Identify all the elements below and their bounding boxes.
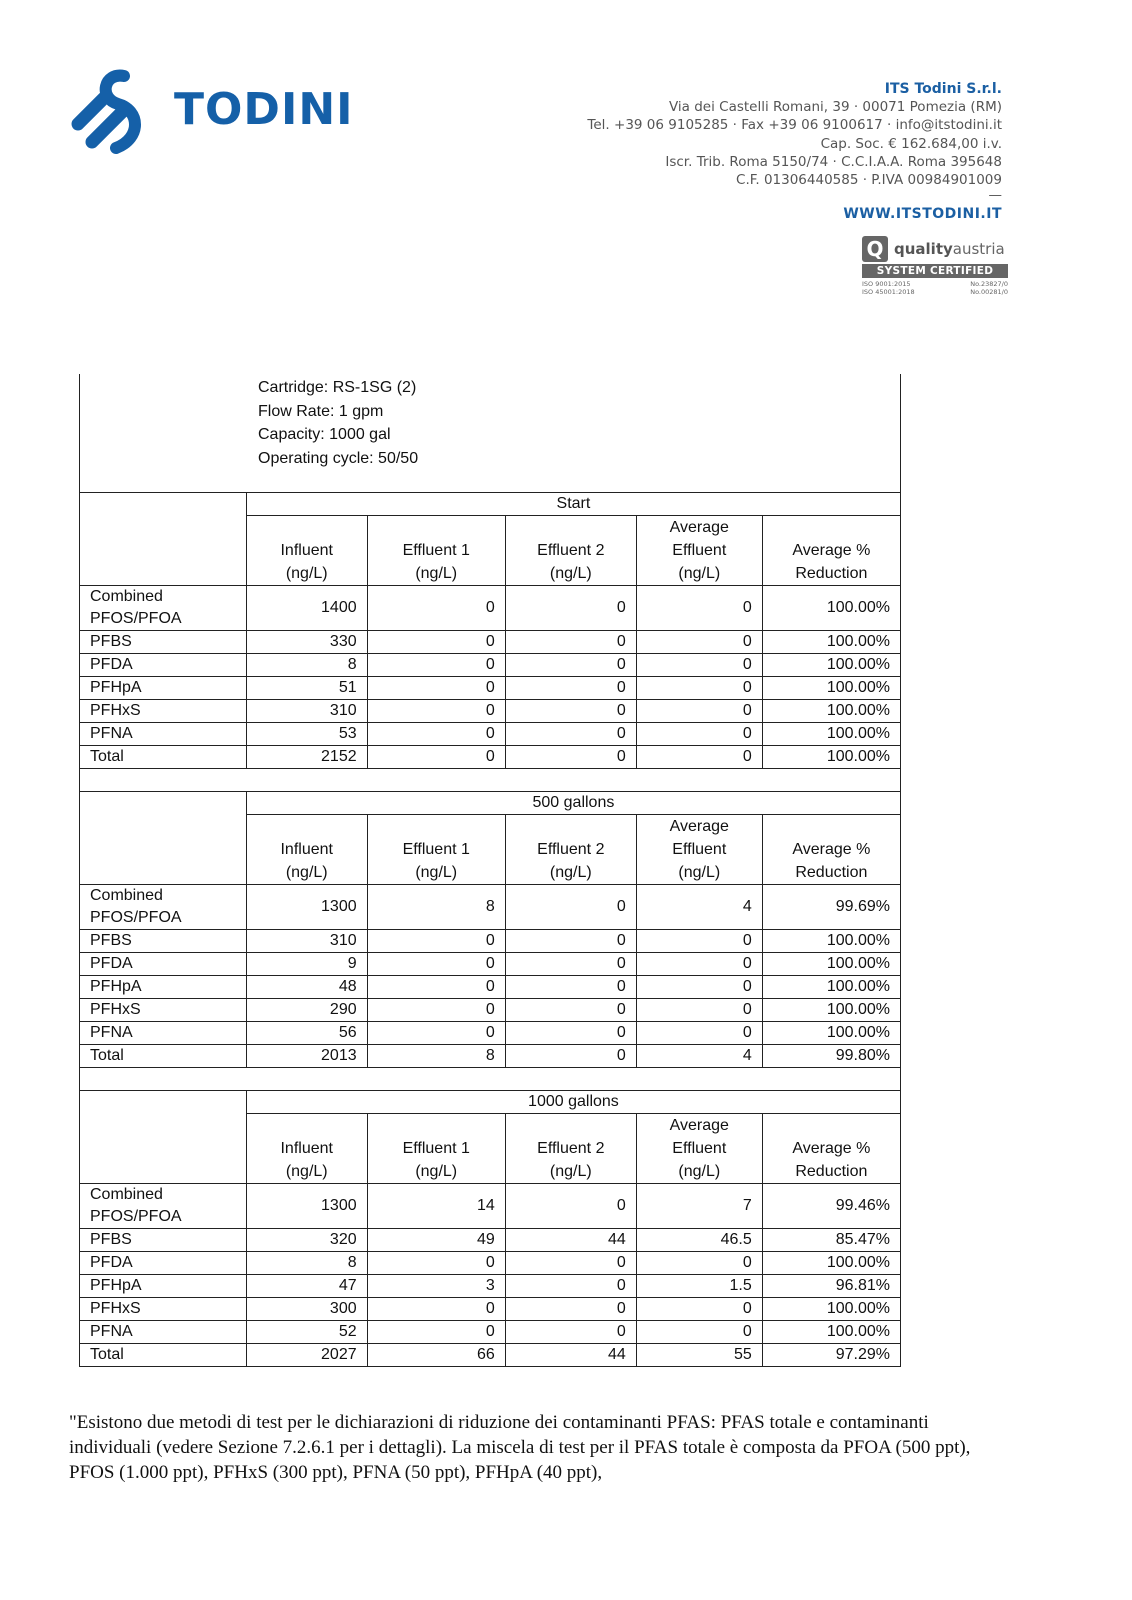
column-header-average-reduction	[762, 1114, 900, 1184]
cell-inf: 48	[246, 976, 367, 999]
row-label	[80, 677, 247, 700]
table-row	[80, 1275, 901, 1298]
cert-iso-1: ISO 9001:2015 No.23827/0	[862, 280, 1008, 288]
table-row	[80, 999, 901, 1022]
table-row	[80, 746, 901, 769]
row-label-line: PFOS/PFOA	[90, 909, 182, 926]
cell-inf: 330	[246, 631, 367, 654]
cell-e1: 0	[367, 976, 505, 999]
cell-e1: 0	[367, 953, 505, 976]
table-row	[80, 1045, 901, 1068]
company-website: WWW.ITSTODINI.IT	[843, 206, 1002, 223]
cartridge-line: Cartridge: RS-1SG (2)	[258, 379, 417, 396]
test-results	[79, 374, 901, 1367]
row-label-line: PFDA	[90, 955, 133, 972]
blank-header-cell	[80, 493, 247, 586]
table-row	[80, 654, 901, 677]
table-row	[80, 723, 901, 746]
cell-avg: 0	[636, 631, 762, 654]
row-label	[80, 746, 247, 769]
cell-avg: 0	[636, 1298, 762, 1321]
column-header-line: (ng/L)	[549, 864, 592, 881]
row-label	[80, 885, 247, 930]
column-header-line: Influent	[280, 1140, 333, 1157]
cell-avg: 7	[636, 1184, 762, 1229]
cell-e1: 0	[367, 1022, 505, 1045]
row-label	[80, 1229, 247, 1252]
section-title-row	[80, 493, 901, 516]
cell-avg: 0	[636, 976, 762, 999]
column-header-effluent-2	[505, 1114, 636, 1184]
column-header-line: (ng/L)	[678, 864, 721, 881]
section-title-row	[80, 1091, 901, 1114]
section-title-row	[80, 792, 901, 815]
cell-avg: 46.5	[636, 1229, 762, 1252]
cell-inf: 8	[246, 654, 367, 677]
row-label-line: PFHpA	[90, 978, 142, 995]
company-name: ITS Todini S.r.l.	[884, 81, 1002, 97]
column-header-line: (ng/L)	[415, 565, 458, 582]
cell-red: 100.00%	[762, 953, 900, 976]
cell-red: 100.00%	[762, 746, 900, 769]
table-row	[80, 1022, 901, 1045]
cell-inf: 320	[246, 1229, 367, 1252]
company-capital: Cap. Soc. € 162.684,00 i.v.	[820, 135, 1002, 152]
cell-red: 100.00%	[762, 631, 900, 654]
cell-red: 100.00%	[762, 654, 900, 677]
cell-red: 99.46%	[762, 1184, 900, 1229]
cell-e1: 0	[367, 1298, 505, 1321]
cell-inf: 8	[246, 1252, 367, 1275]
row-label	[80, 953, 247, 976]
cell-inf: 290	[246, 999, 367, 1022]
cell-e2: 0	[505, 654, 636, 677]
row-label-line: PFBS	[90, 633, 132, 650]
company-logo	[64, 62, 354, 162]
cell-inf: 1300	[246, 1184, 367, 1229]
cell-e2: 0	[505, 677, 636, 700]
cell-red: 99.80%	[762, 1045, 900, 1068]
cell-e2: 0	[505, 885, 636, 930]
cell-red: 85.47%	[762, 1229, 900, 1252]
company-address: Via dei Castelli Romani, 39 · 00071 Pomezia (RM)	[668, 99, 1002, 116]
row-label-line: Combined	[90, 588, 163, 605]
cell-inf: 310	[246, 700, 367, 723]
cell-red: 100.00%	[762, 586, 900, 631]
blank-header-cell	[80, 792, 247, 885]
cell-avg: 55	[636, 1344, 762, 1367]
row-label-line: PFNA	[90, 1323, 133, 1340]
column-header-influent	[246, 1114, 367, 1184]
column-header-line: (ng/L)	[549, 1163, 592, 1180]
column-header-line: Effluent 2	[537, 1140, 605, 1157]
row-label-line: PFNA	[90, 1024, 133, 1041]
row-label	[80, 723, 247, 746]
cell-avg: 0	[636, 930, 762, 953]
column-header-average-effluent	[636, 1114, 762, 1184]
column-header-line: (ng/L)	[415, 1163, 458, 1180]
cell-avg: 0	[636, 586, 762, 631]
brand-name: TODINI	[174, 84, 354, 135]
cell-e2: 0	[505, 746, 636, 769]
table-row	[80, 1252, 901, 1275]
row-label-line: PFBS	[90, 1231, 132, 1248]
cell-e2: 0	[505, 953, 636, 976]
cell-inf: 310	[246, 930, 367, 953]
column-header-line: Average	[669, 519, 729, 536]
column-header-line: (ng/L)	[678, 565, 721, 582]
cell-avg: 0	[636, 723, 762, 746]
column-header-line: Reduction	[795, 565, 868, 582]
row-label	[80, 999, 247, 1022]
results-table	[79, 492, 901, 1367]
table-row	[80, 1184, 901, 1229]
column-header-line: Effluent	[672, 542, 727, 559]
cell-e2: 44	[505, 1344, 636, 1367]
blank-header-cell	[80, 1091, 247, 1184]
cell-red: 99.69%	[762, 885, 900, 930]
quality-austria-icon: Q	[862, 236, 888, 262]
italian-paragraph: "Esistono due metodi di test per le dichiarazioni di riduzione dei contaminanti PFAS: PFAS totale e contaminanti individuali (vedere Sezione 7.2.6.1 per i dettagli). La miscela di test per il PFAS totale è composta da PFOA (500 ppt), PFOS (1.000 ppt), PFHxS (300 ppt), PFNA (50 ppt), PFHpA (40 ppt),	[69, 1412, 971, 1483]
company-dash: —	[988, 187, 1002, 204]
table-row	[80, 1321, 901, 1344]
table-row	[80, 586, 901, 631]
column-header-average-effluent	[636, 815, 762, 885]
row-label-line: PFNA	[90, 725, 133, 742]
cell-e2: 44	[505, 1229, 636, 1252]
cell-e2: 0	[505, 586, 636, 631]
cell-avg: 0	[636, 677, 762, 700]
row-label-line: PFDA	[90, 656, 133, 673]
row-label	[80, 631, 247, 654]
cell-inf: 9	[246, 953, 367, 976]
row-label	[80, 1022, 247, 1045]
row-label	[80, 654, 247, 677]
cell-avg: 0	[636, 1252, 762, 1275]
table-row	[80, 930, 901, 953]
cell-red: 100.00%	[762, 1252, 900, 1275]
cell-inf: 51	[246, 677, 367, 700]
company-contacts: Tel. +39 06 9105285 · Fax +39 06 9100617 · info@itstodini.it	[587, 117, 1002, 134]
section-title: 1000 gallons	[246, 1091, 900, 1114]
cell-inf: 47	[246, 1275, 367, 1298]
column-header-line: Average %	[792, 841, 871, 858]
row-label-line: Combined	[90, 887, 163, 904]
company-info	[587, 80, 1002, 223]
cell-e1: 0	[367, 1252, 505, 1275]
column-header-influent	[246, 516, 367, 586]
column-header-effluent-2	[505, 815, 636, 885]
quality-austria-certification	[862, 236, 1008, 296]
cell-e1: 0	[367, 677, 505, 700]
row-label-line: PFOS/PFOA	[90, 1208, 182, 1225]
cell-red: 100.00%	[762, 1022, 900, 1045]
column-header-line: Effluent 2	[537, 841, 605, 858]
cell-red: 100.00%	[762, 999, 900, 1022]
quality-austria-name: qualityaustria	[894, 240, 1005, 258]
cell-e1: 8	[367, 885, 505, 930]
column-header-effluent-1	[367, 815, 505, 885]
cell-e2: 0	[505, 1184, 636, 1229]
row-label	[80, 1298, 247, 1321]
cell-red: 96.81%	[762, 1275, 900, 1298]
column-header-line: (ng/L)	[678, 1163, 721, 1180]
row-label	[80, 586, 247, 631]
cell-red: 100.00%	[762, 976, 900, 999]
column-header-average-effluent	[636, 516, 762, 586]
cell-red: 100.00%	[762, 1298, 900, 1321]
cell-inf: 1400	[246, 586, 367, 631]
table-row	[80, 1229, 901, 1252]
column-header-line: (ng/L)	[285, 565, 328, 582]
cell-e1: 0	[367, 746, 505, 769]
cell-inf: 2152	[246, 746, 367, 769]
cell-red: 97.29%	[762, 1344, 900, 1367]
cell-e1: 0	[367, 930, 505, 953]
cell-inf: 56	[246, 1022, 367, 1045]
test-info	[79, 374, 901, 493]
row-label	[80, 1184, 247, 1229]
row-label	[80, 1275, 247, 1298]
column-header-line: Effluent 1	[402, 841, 470, 858]
cell-e2: 0	[505, 976, 636, 999]
cell-inf: 53	[246, 723, 367, 746]
section-spacer	[80, 769, 901, 792]
cell-avg: 0	[636, 1022, 762, 1045]
cell-e1: 3	[367, 1275, 505, 1298]
column-header-line: Average %	[792, 1140, 871, 1157]
table-row	[80, 677, 901, 700]
column-header-line: Reduction	[795, 864, 868, 881]
section-spacer	[80, 1068, 901, 1091]
company-tax: C.F. 01306440585 · P.IVA 00984901009	[736, 172, 1002, 189]
cell-inf: 300	[246, 1298, 367, 1321]
todini-logo-icon	[64, 62, 164, 162]
cell-e1: 0	[367, 999, 505, 1022]
row-label	[80, 1344, 247, 1367]
cell-avg: 0	[636, 746, 762, 769]
column-header-line: Effluent	[672, 1140, 727, 1157]
table-row	[80, 976, 901, 999]
operating-cycle-line: Operating cycle: 50/50	[258, 449, 419, 467]
cell-e2: 0	[505, 700, 636, 723]
cell-e2: 0	[505, 723, 636, 746]
row-label-line: Total	[90, 1047, 124, 1064]
cell-e2: 0	[505, 1252, 636, 1275]
row-label-line: PFHxS	[90, 1300, 141, 1317]
cell-inf: 2027	[246, 1344, 367, 1367]
cell-e2: 0	[505, 1298, 636, 1321]
cell-e1: 0	[367, 1321, 505, 1344]
row-label	[80, 930, 247, 953]
flow-rate-line: Flow Rate: 1 gpm	[258, 402, 384, 420]
column-header-line: Effluent 2	[537, 542, 605, 559]
column-header-line: (ng/L)	[549, 565, 592, 582]
cell-e1: 0	[367, 700, 505, 723]
cert-iso-2: ISO 45001:2018 No.00281/0	[862, 288, 1008, 296]
cell-e2: 0	[505, 1275, 636, 1298]
row-label-line: PFHxS	[90, 1001, 141, 1018]
company-registry: Iscr. Trib. Roma 5150/74 · C.C.I.A.A. Roma 395648	[665, 153, 1002, 170]
cell-avg: 1.5	[636, 1275, 762, 1298]
section-title: 500 gallons	[246, 792, 900, 815]
row-label-line: Total	[90, 748, 124, 765]
table-row	[80, 700, 901, 723]
column-header-line: (ng/L)	[285, 864, 328, 881]
row-label-line: PFHxS	[90, 702, 141, 719]
cell-e2: 0	[505, 1045, 636, 1068]
column-header-line: (ng/L)	[415, 864, 458, 881]
cell-avg: 4	[636, 885, 762, 930]
cell-e1: 0	[367, 631, 505, 654]
column-header-effluent-1	[367, 516, 505, 586]
table-row	[80, 1344, 901, 1367]
cell-e2: 0	[505, 1321, 636, 1344]
cell-red: 100.00%	[762, 723, 900, 746]
column-header-line: Effluent 1	[402, 1140, 470, 1157]
cell-red: 100.00%	[762, 700, 900, 723]
column-header-line: Effluent 1	[402, 542, 470, 559]
column-header-line: (ng/L)	[285, 1163, 328, 1180]
cell-red: 100.00%	[762, 930, 900, 953]
column-header-effluent-2	[505, 516, 636, 586]
row-label-line: PFHpA	[90, 1277, 142, 1294]
cell-e1: 66	[367, 1344, 505, 1367]
table-row	[80, 1298, 901, 1321]
column-header-line: Reduction	[795, 1163, 868, 1180]
cell-red: 100.00%	[762, 1321, 900, 1344]
table-row	[80, 953, 901, 976]
cell-avg: 0	[636, 700, 762, 723]
cell-e1: 49	[367, 1229, 505, 1252]
table-row	[80, 885, 901, 930]
cell-e1: 14	[367, 1184, 505, 1229]
system-certified-bar: SYSTEM CERTIFIED	[862, 264, 1008, 278]
row-label-line: PFHpA	[90, 679, 142, 696]
row-label	[80, 1252, 247, 1275]
column-header-line: Average	[669, 1117, 729, 1134]
cell-e1: 0	[367, 723, 505, 746]
column-header-line: Influent	[280, 542, 333, 559]
cell-avg: 4	[636, 1045, 762, 1068]
cell-avg: 0	[636, 953, 762, 976]
row-label-line: Combined	[90, 1186, 163, 1203]
column-header-line: Influent	[280, 841, 333, 858]
cell-inf: 1300	[246, 885, 367, 930]
capacity-line: Capacity: 1000 gal	[258, 426, 391, 443]
row-label	[80, 976, 247, 999]
cell-avg: 0	[636, 1321, 762, 1344]
column-header-line: Average %	[792, 542, 871, 559]
column-header-line: Effluent	[672, 841, 727, 858]
cell-inf: 2013	[246, 1045, 367, 1068]
column-header-average-reduction	[762, 815, 900, 885]
cell-e2: 0	[505, 930, 636, 953]
cell-e2: 0	[505, 999, 636, 1022]
row-label-line: PFBS	[90, 932, 132, 949]
cell-avg: 0	[636, 999, 762, 1022]
row-label	[80, 1045, 247, 1068]
cell-avg: 0	[636, 654, 762, 677]
cell-e2: 0	[505, 631, 636, 654]
cell-inf: 52	[246, 1321, 367, 1344]
row-label-line: PFDA	[90, 1254, 133, 1271]
column-header-influent	[246, 815, 367, 885]
section-title: Start	[246, 493, 900, 516]
cell-e1: 8	[367, 1045, 505, 1068]
column-header-line: Average	[669, 818, 729, 835]
column-header-effluent-1	[367, 1114, 505, 1184]
cell-e1: 0	[367, 654, 505, 677]
row-label	[80, 700, 247, 723]
row-label-line: Total	[90, 1346, 124, 1363]
cell-red: 100.00%	[762, 677, 900, 700]
cell-e1: 0	[367, 586, 505, 631]
row-label-line: PFOS/PFOA	[90, 610, 182, 627]
cell-e2: 0	[505, 1022, 636, 1045]
column-header-average-reduction	[762, 516, 900, 586]
row-label	[80, 1321, 247, 1344]
table-row	[80, 631, 901, 654]
